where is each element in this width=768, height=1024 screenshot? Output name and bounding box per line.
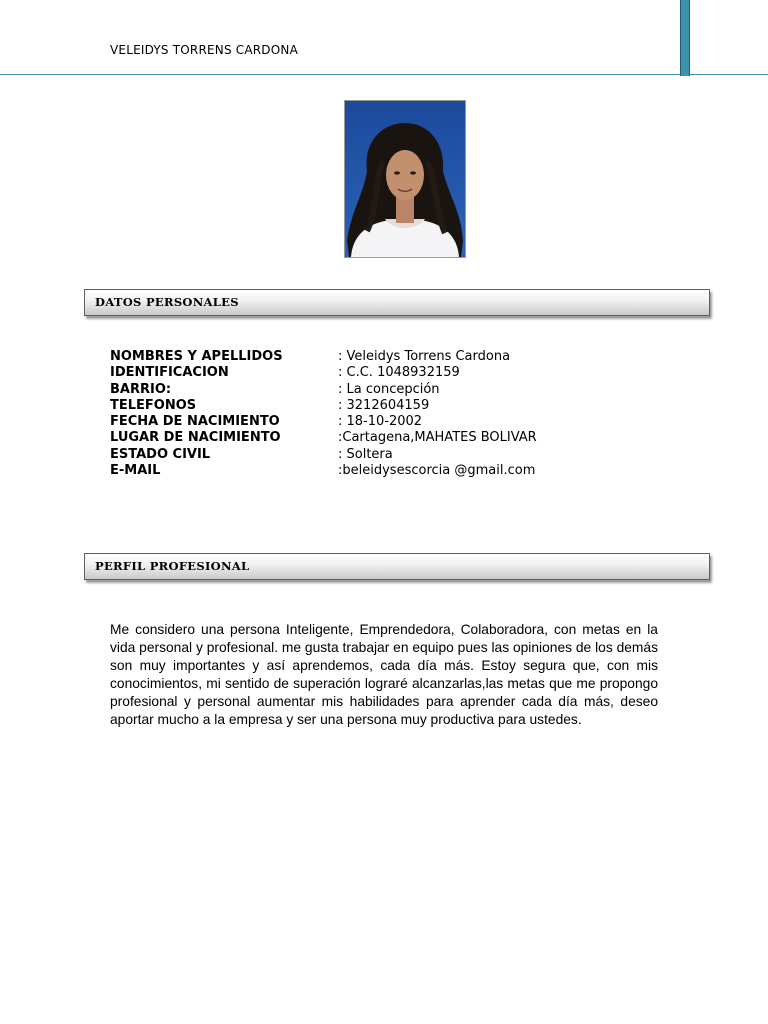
- data-label: E-MAIL: [110, 463, 161, 479]
- data-row-name: [110, 349, 630, 365]
- data-label: NOMBRES Y APELLIDOS: [110, 349, 283, 364]
- data-value: : Soltera: [338, 446, 393, 462]
- section-header-profile: [84, 553, 710, 580]
- data-label: TELEFONOS: [110, 397, 197, 413]
- section-title-profile: PERFIL PROFESIONAL: [95, 559, 250, 573]
- portrait-photo: [344, 100, 466, 258]
- data-row-civil-status: [110, 447, 630, 463]
- data-value: :beleidysescorcia @gmail.com: [338, 463, 536, 479]
- personal-data-list: [110, 349, 630, 479]
- data-label: ESTADO CIVIL: [110, 446, 211, 462]
- data-value: : Veleidys Torrens Cardona: [338, 349, 511, 364]
- section-header-personal: [84, 289, 710, 316]
- data-row-birthplace: [110, 430, 630, 446]
- data-row-neighborhood: [110, 382, 630, 398]
- data-row-birthdate: [110, 414, 630, 430]
- header-accent-bar: [680, 0, 690, 76]
- data-value: :Cartagena,MAHATES BOLIVAR: [338, 430, 537, 446]
- data-label: BARRIO:: [110, 381, 172, 397]
- data-row-email: [110, 463, 630, 479]
- data-row-id: [110, 365, 630, 381]
- data-value: : 3212604159: [338, 397, 430, 413]
- data-value: : C.C. 1048932159: [338, 365, 460, 381]
- data-label: LUGAR DE NACIMIENTO: [110, 430, 281, 446]
- portrait-illustration: [345, 101, 465, 257]
- profile-paragraph: Me considero una persona Inteligente, Emprendedora, Colaboradora, con metas en la vida personal y profesional. me gusta trabajar en equipo pues las opiniones de los demás son muy importantes y así aprendemos, cada día más. Estoy segura que, con mis conocimientos, mi sentido de superación lograré alcanzarlas,las metas que me propongo profesional y personal aumentar mis habilidades para aprender cada día más, deseo aportar mucho a la empresa y ser una persona muy productiva para ustedes.: [110, 622, 658, 727]
- header-divider: [0, 74, 768, 75]
- data-label: FECHA DE NACIMIENTO: [110, 414, 280, 430]
- section-title-personal: DATOS PERSONALES: [95, 295, 239, 309]
- data-label: IDENTIFICACION: [110, 365, 229, 381]
- data-value: : La concepción: [338, 381, 440, 397]
- data-row-phone: [110, 398, 630, 414]
- data-value: : 18-10-2002: [338, 414, 423, 430]
- header-name: VELEIDYS TORRENS CARDONA: [110, 43, 298, 57]
